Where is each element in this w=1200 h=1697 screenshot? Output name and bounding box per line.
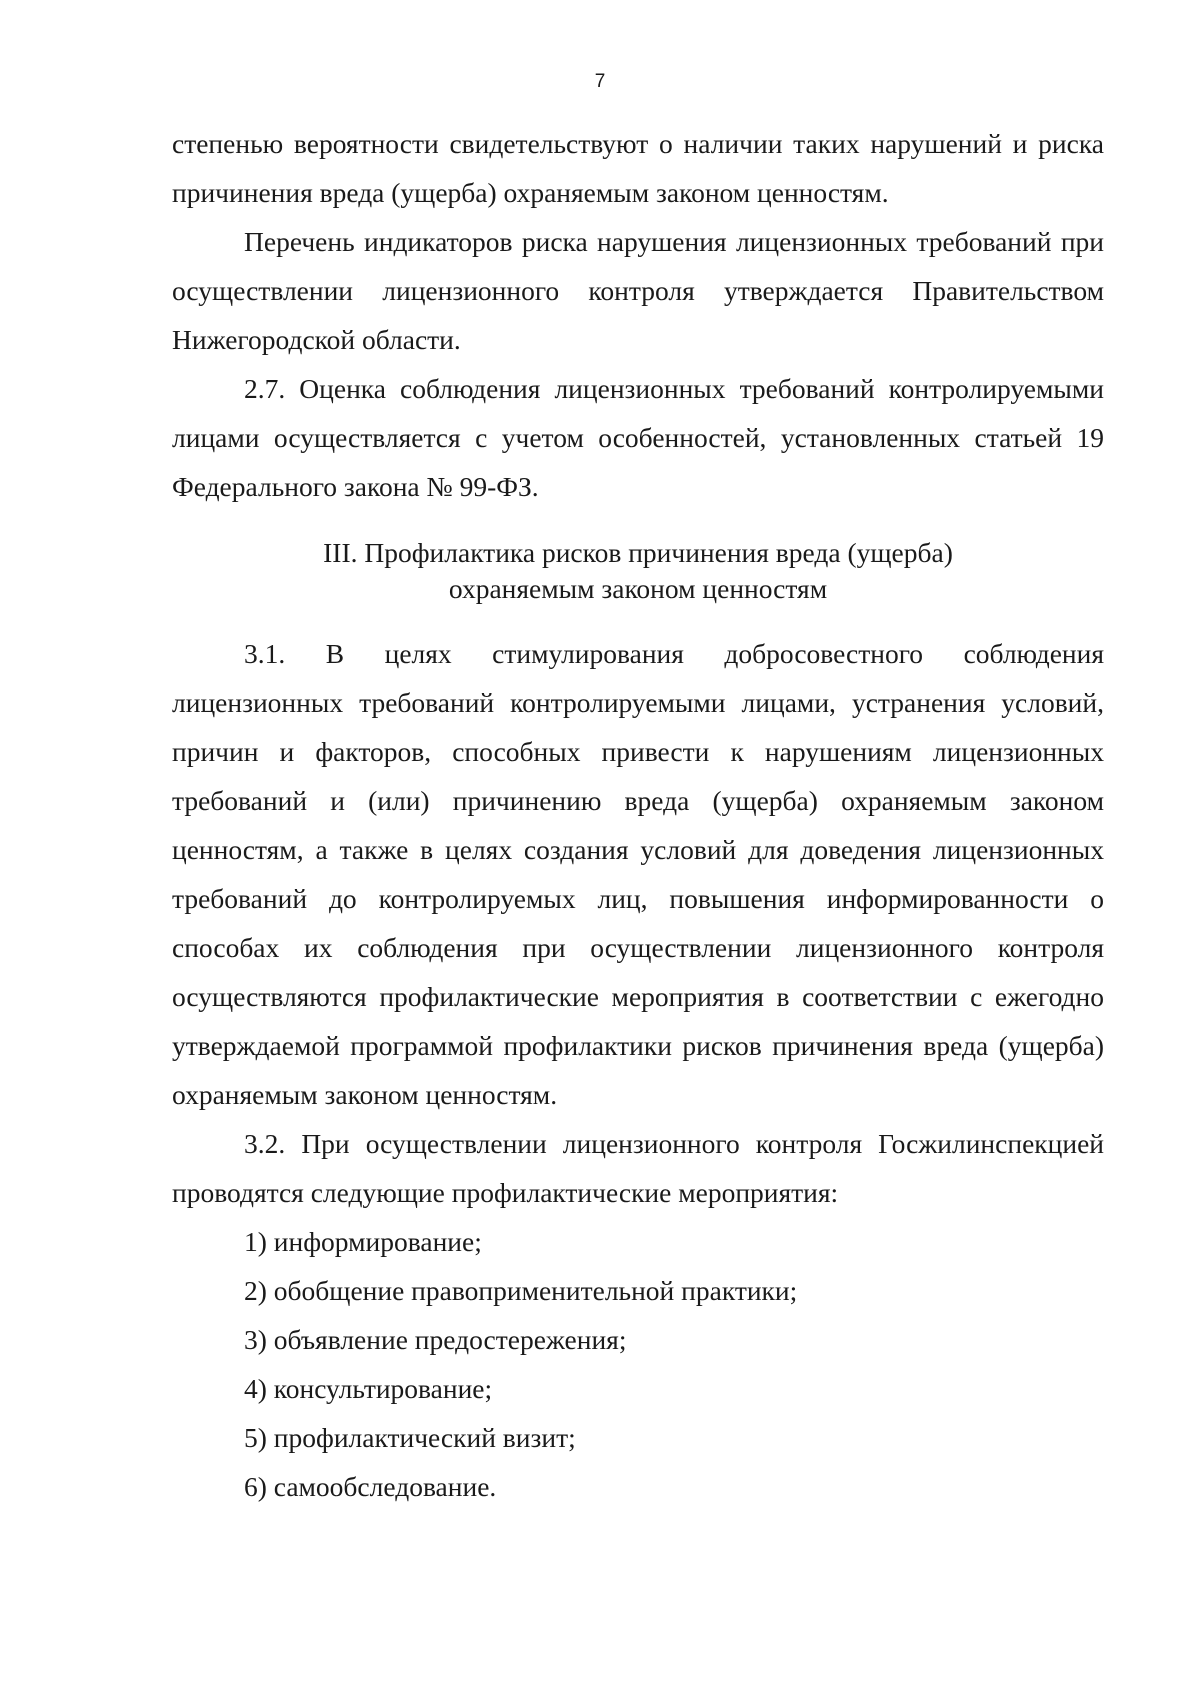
- list-item: 5) профилактический визит;: [244, 1422, 576, 1453]
- section-heading: [172, 535, 1104, 607]
- document-body: [172, 119, 1104, 1511]
- list-item: 4) консультирование;: [244, 1373, 493, 1404]
- paragraph-continuation: степенью вероятности свидетельствуют о наличии таких нарушений и риска причинения вреда (ущерба) охраняемым законом ценностям.: [172, 128, 1104, 208]
- section-heading-line-2: охраняемым законом ценностям: [448, 573, 828, 604]
- paragraph-2-7: 2.7. Оценка соблюдения лицензионных требований контролируемыми лицами осуществляется с учетом особенностей, установленных статьей 19 Федерального закона № 99-ФЗ.: [172, 373, 1104, 502]
- paragraph-3-2: 3.2. При осуществлении лицензионного контроля Госжилинспекцией проводятся следующие профилактические мероприятия:: [172, 1128, 1104, 1208]
- list-item: 6) самообследование.: [244, 1471, 497, 1502]
- paragraph-3-1: 3.1. В целях стимулирования добросовестного соблюдения лицензионных требований контролируемыми лицами, устранения условий, причин и факторов, способных привести к нарушениям лицензионных требований и (или) причинению вреда (ущерба) охраняемым законом ценностям, а также в целях создания условий для доведения лицензионных требований до контролируемых лиц, повышения информированности о способах их соблюдения при осуществлении лицензионного контроля осуществляются профилактические мероприятия в соответствии с ежегодно утверждаемой программой профилактики рисков причинения вреда (ущерба) охраняемым законом ценностям.: [172, 638, 1104, 1110]
- list-item: 2) обобщение правоприменительной практики;: [244, 1275, 798, 1306]
- paragraph-risk-indicators: Перечень индикаторов риска нарушения лицензионных требований при осуществлении лицензионного контроля утверждается Правительством Нижегородской области.: [172, 226, 1104, 355]
- list-item: 3) объявление предостережения;: [244, 1324, 627, 1355]
- page-number: 7: [594, 71, 606, 92]
- section-heading-line-1: III. Профилактика рисков причинения вреда (ущерба): [323, 537, 953, 568]
- list-item: 1) информирование;: [244, 1226, 482, 1257]
